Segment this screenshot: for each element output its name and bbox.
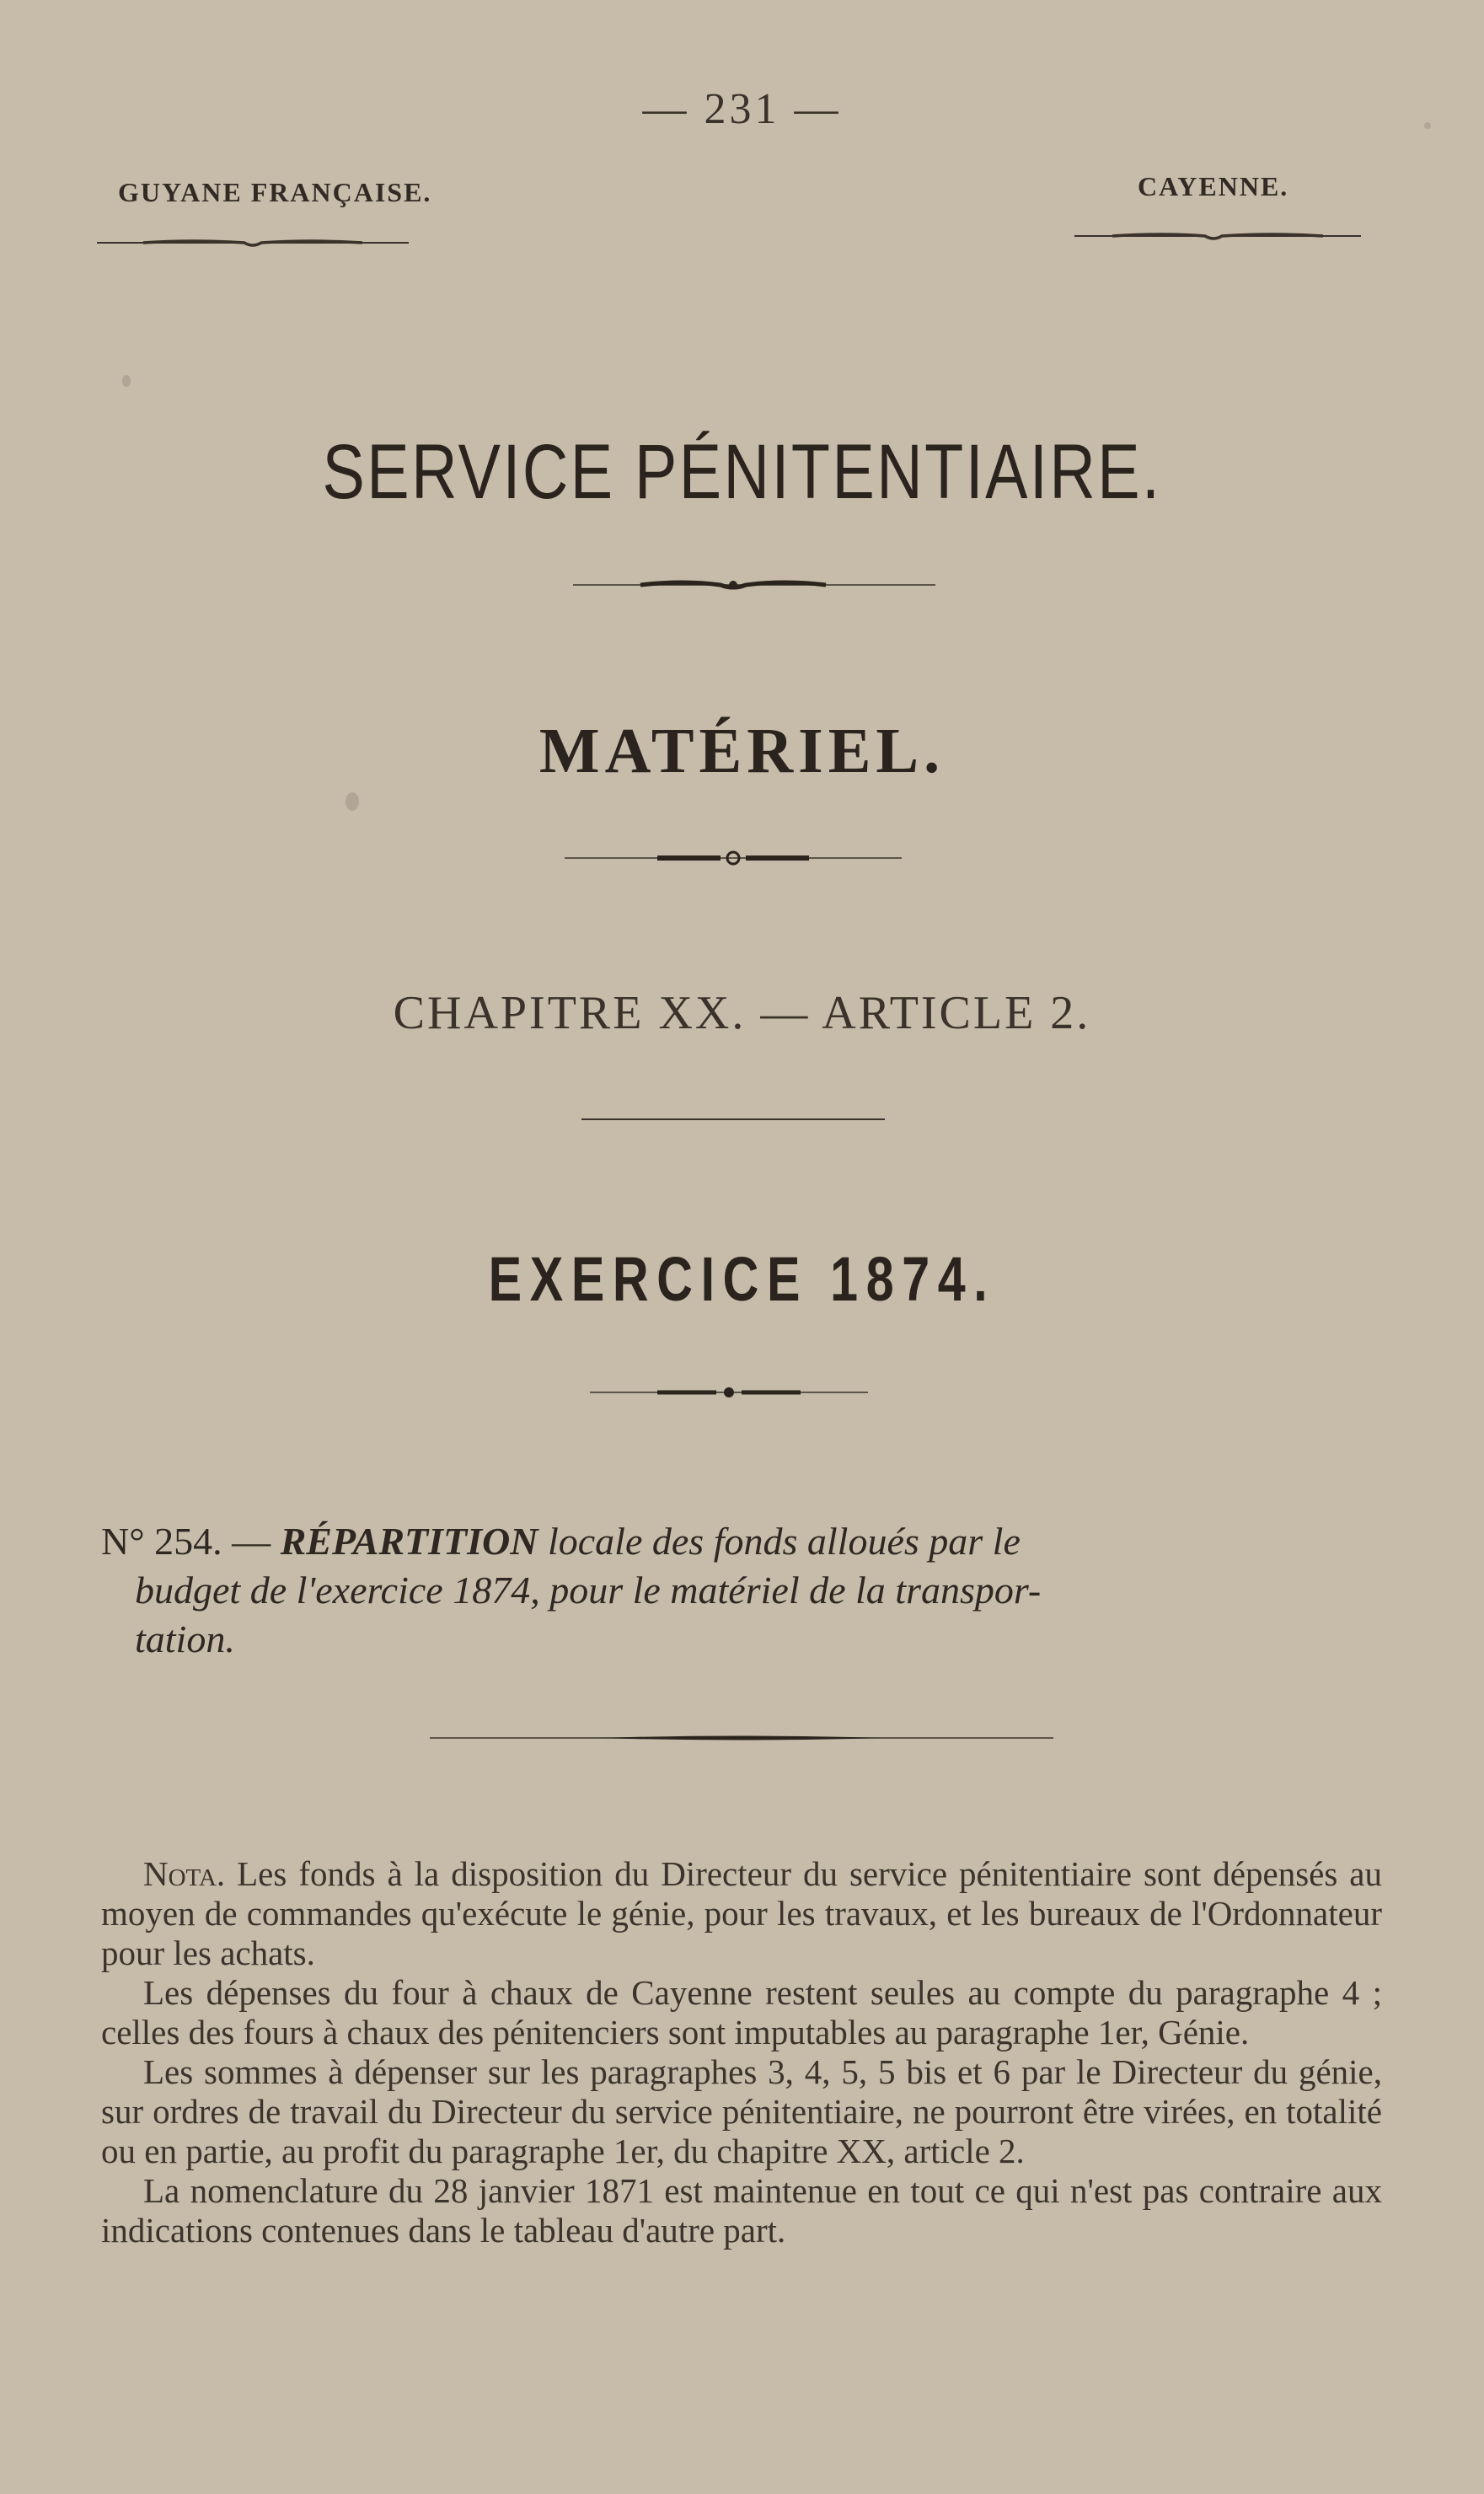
header-left: GUYANE FRANÇAISE.	[118, 177, 432, 207]
entry-line-3: tation.	[135, 1617, 235, 1660]
entry-heading	[101, 1517, 1378, 1664]
header-right: CAYENNE.	[1138, 171, 1289, 201]
main-title: SERVICE PÉNITENTIAIRE.	[322, 429, 1162, 515]
header-left-rule	[93, 234, 413, 251]
entry-line-2: budget de l'exercice 1874, pour le matériel de la transpor-	[135, 1569, 1042, 1612]
paper-speck	[346, 792, 359, 811]
ornament-rule-3	[581, 1382, 876, 1403]
sub-title: MATÉRIEL.	[538, 716, 946, 786]
ornament-rule-2	[556, 848, 910, 868]
entry-number: N° 254. —	[101, 1520, 271, 1563]
entry-line-1-rest: locale des fonds alloués par le	[547, 1520, 1021, 1563]
nota-paragraph-1	[101, 1854, 1382, 1973]
nota-label: Nota.	[143, 1854, 226, 1893]
header-right-rule	[1070, 228, 1365, 244]
page-number: — 231 —	[642, 85, 842, 133]
nota-paragraph-4: La nomenclature du 28 janvier 1871 est maintenue en tout ce qui n'est pas contraire aux indications contenues dans le tableau d'autre part.	[101, 2171, 1382, 2250]
paper-speck	[1424, 122, 1431, 129]
nota-text-1: Les fonds à la disposition du Directeur du service pénitentiaire sont dépensés au moyen de commandes qu'exécute le génie, pour les travaux, et les bureaux de l'Ordonnateur pour les achats.	[101, 1854, 1382, 1972]
nota-block	[101, 1854, 1382, 2250]
entry-line-1	[101, 1517, 1378, 1566]
section-rule	[430, 1732, 1053, 1744]
chapter-title: CHAPITRE XX. — ARTICLE 2.	[393, 987, 1091, 1039]
ornament-rule-1	[565, 575, 944, 595]
entry-heading-word: RÉPARTITION	[280, 1520, 538, 1563]
nota-paragraph-3: Les sommes à dépenser sur les paragraphes 3, 4, 5, 5 bis et 6 par le Directeur du génie, sur ordres de travail du Directeur du service pénitentiaire, ne pourront être virées, en totalité ou en partie, au profit du paragraphe 1er, du chapitre XX, article 2.	[101, 2052, 1382, 2170]
nota-paragraph-2: Les dépenses du four à chaux de Cayenne restent seules au compte du paragraphe 4 ; celles des fours à chaux des pénitenciers sont imputables au paragraphe 1er, Génie.	[101, 1973, 1382, 2052]
paper-speck	[122, 375, 131, 387]
exercise-title: EXERCICE 1874.	[488, 1244, 996, 1314]
plain-rule	[581, 1117, 885, 1122]
